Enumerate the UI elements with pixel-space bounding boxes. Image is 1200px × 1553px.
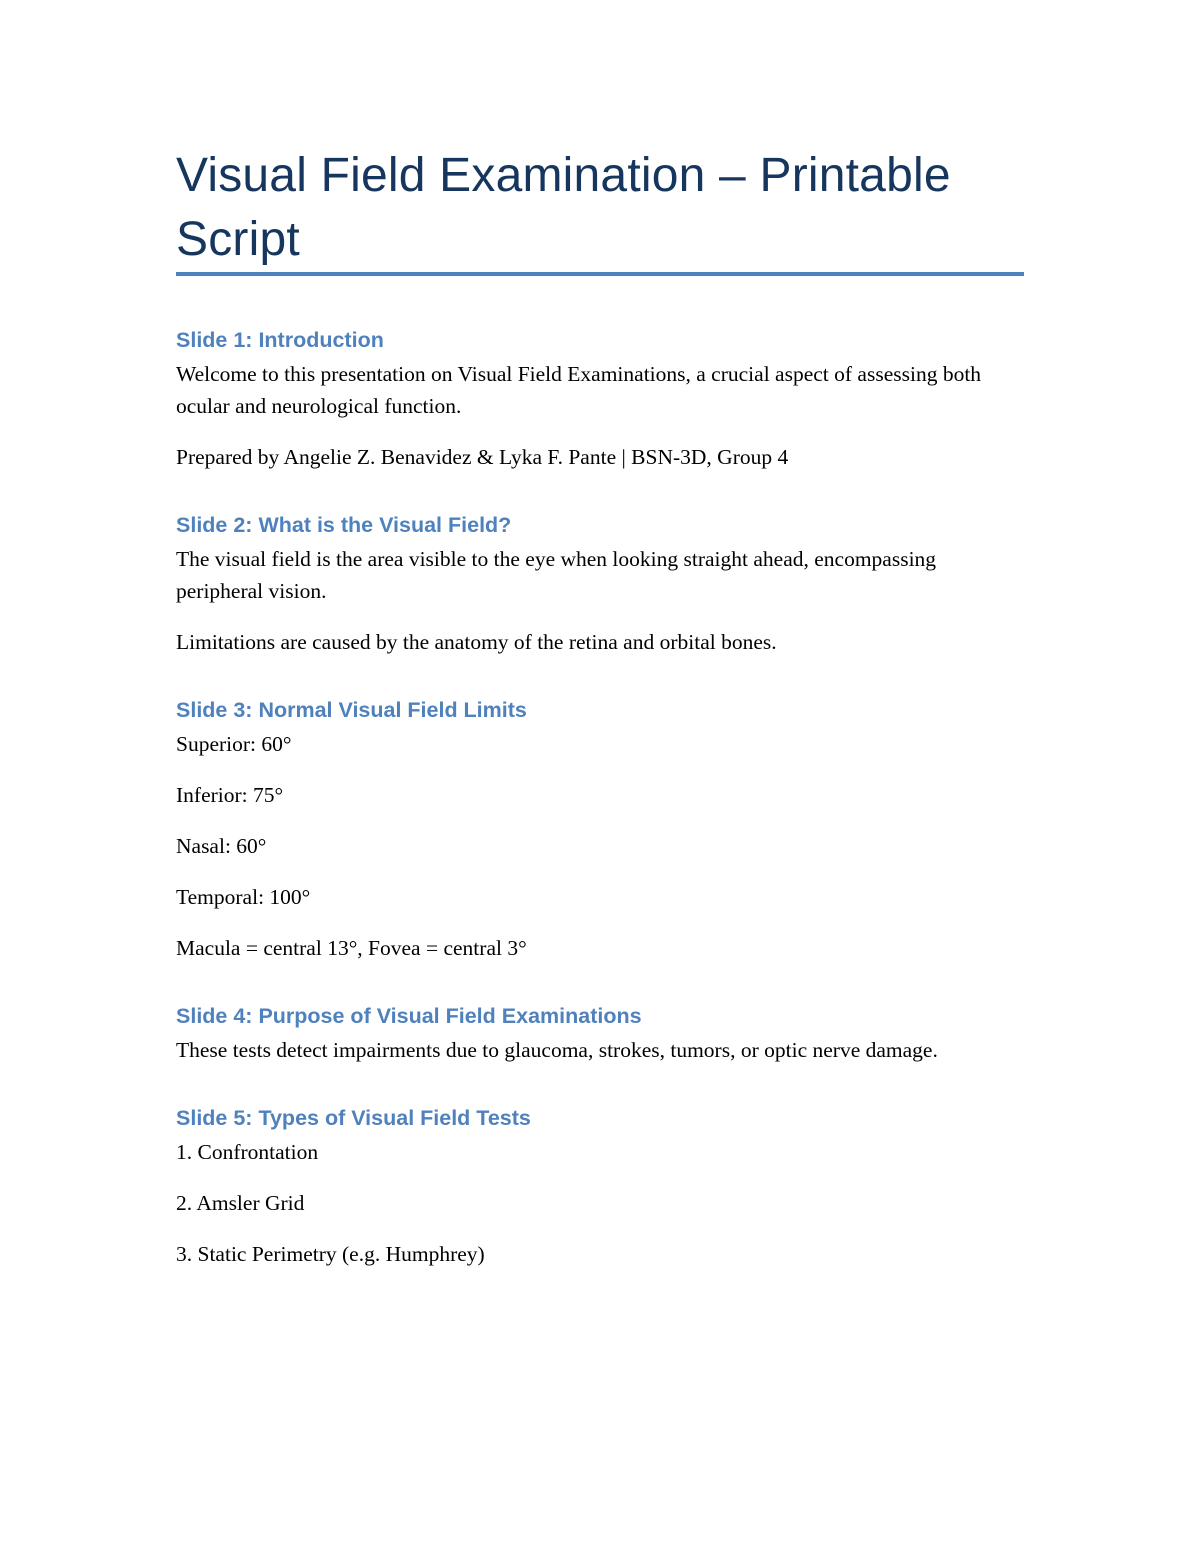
list-item: 1. Confrontation: [176, 1140, 319, 1164]
section-slide-1: [176, 324, 1024, 473]
section-paragraph: The visual field is the area visible to the eye when looking straight ahead, encompassing peripheral vision.: [176, 547, 937, 603]
list-item: 3. Static Perimetry (e.g. Humphrey): [176, 1242, 485, 1266]
section-heading: Slide 3: Normal Visual Field Limits: [176, 698, 527, 722]
section-paragraph: Superior: 60°: [176, 732, 292, 756]
section-paragraph: Welcome to this presentation on Visual Field Examinations, a crucial aspect of assessing both ocular and neurological function.: [176, 362, 982, 418]
section-heading: Slide 5: Types of Visual Field Tests: [176, 1106, 531, 1130]
section-slide-4: [176, 1000, 1024, 1066]
section-heading: Slide 1: Introduction: [176, 328, 384, 352]
section-paragraph: Temporal: 100°: [176, 885, 311, 909]
section-heading: Slide 2: What is the Visual Field?: [176, 513, 512, 537]
section-paragraph: Prepared by Angelie Z. Benavidez & Lyka F. Pante | BSN-3D, Group 4: [176, 445, 789, 469]
section-paragraph: Macula = central 13°, Fovea = central 3°: [176, 936, 527, 960]
section-slide-5: [176, 1102, 1024, 1270]
section-paragraph: Inferior: 75°: [176, 783, 284, 807]
section-heading: Slide 4: Purpose of Visual Field Examinations: [176, 1004, 642, 1028]
section-slide-2: [176, 509, 1024, 658]
section-paragraph: Nasal: 60°: [176, 834, 267, 858]
section-paragraph: These tests detect impairments due to glaucoma, strokes, tumors, or optic nerve damage.: [176, 1038, 938, 1062]
document-title: Visual Field Examination – Printable Script: [176, 149, 951, 266]
section-slide-3: [176, 694, 1024, 964]
document-body: [176, 324, 1024, 1270]
section-paragraph: Limitations are caused by the anatomy of the retina and orbital bones.: [176, 630, 777, 654]
list-item: 2. Amsler Grid: [176, 1191, 305, 1215]
title-underline-rule: [176, 272, 1024, 276]
